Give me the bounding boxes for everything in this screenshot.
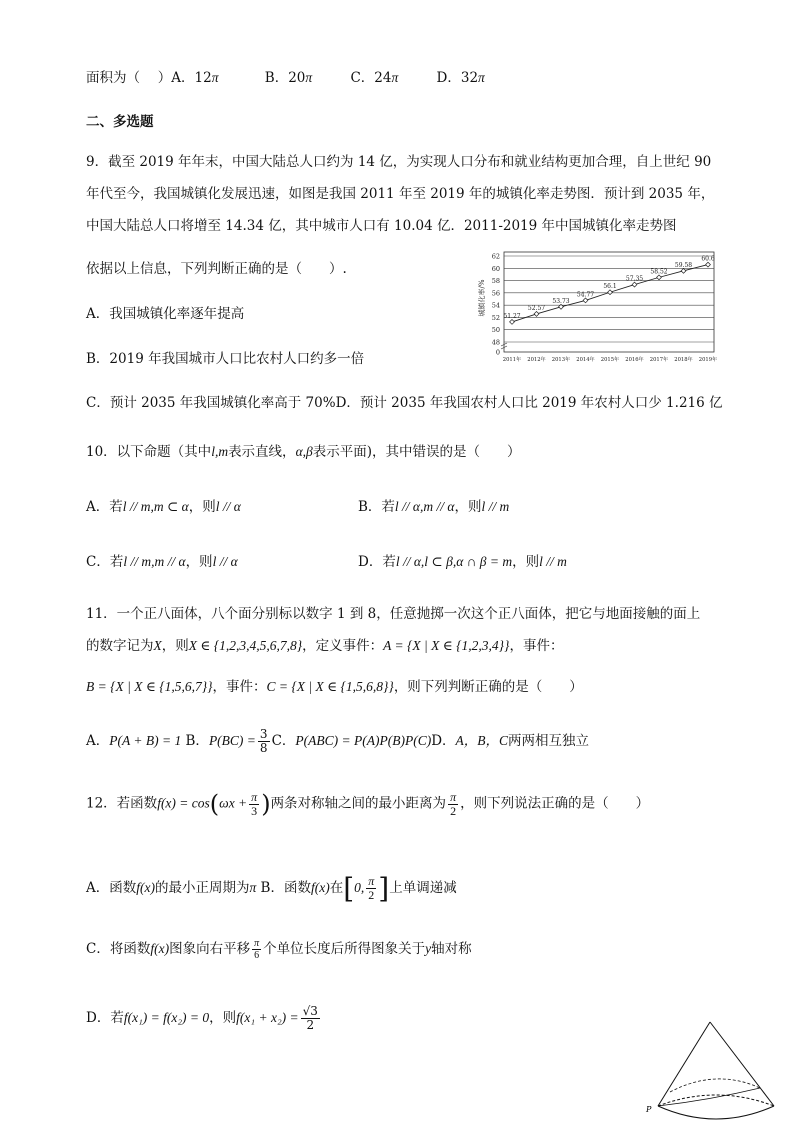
q12-d-then: ，则 [209,1010,237,1026]
chart-point [632,282,637,287]
chart-data-label: 58.52 [650,268,668,276]
question-8-options [86,66,485,86]
chart-data-label: 60.6 [701,255,715,263]
q12-num: π [254,938,260,949]
q12-a-pi: π [249,880,257,895]
chart-data-label: 59.58 [674,261,693,269]
q12-den: 2 [306,1018,315,1032]
cone-section-front [658,1088,760,1106]
q10-c-condition: l // m,m // α [123,554,186,569]
q12-a-func: f(x) [136,880,155,895]
q10-d-conclusion: l // m [539,554,567,569]
q11-text: 的数字记为 [86,638,154,654]
q9-line3: 中国大陆总人口将增至 14.34 亿，其中城市人口有 10.04 亿．2011-2019 年中国城镇化率走势图 [86,218,677,234]
chart-point [608,290,613,295]
q11-text: ，定义事件： [302,638,384,654]
q12-c-text: 个单位长度后所得图象关于 [263,941,426,957]
q9-option-a: A．我国城镇化率逐年提高 [86,306,245,322]
chart-x-tick-label: 2011年 [502,357,522,363]
q12-d-sqrt3-over-2 [301,1005,320,1032]
q11-d-label: D． [431,733,456,749]
q11-a-label: A． [86,733,110,749]
chart-x-tick-label: 2017年 [649,357,669,363]
q10-a-condition: l // m,m ⊂ α [122,499,189,514]
cone-figure [640,1020,780,1123]
q12-a-text: 的最小正周期为 [154,880,250,896]
cone-section-back [670,1079,760,1092]
chart-x-tick-label: 2019年 [698,357,718,363]
chart-point [657,275,662,280]
q10-d-condition: l // α,l ⊂ β,α ∩ β = m [395,554,513,569]
q12-num: √3 [302,1004,318,1018]
q11-c-expr: P(ABC) = P(A)P(B)P(C) [295,733,432,748]
chart-x-tick-label: 2018年 [674,357,693,363]
q10-option-c [86,550,238,570]
chart-x-ticks [503,355,717,363]
q11-a-expr: P(A + B) = 1 [109,733,182,748]
q11-text: ，则下列判断正确的是（ ） [393,679,583,695]
q10-a-conclusion: l // α [215,499,241,514]
q10-stem-start: 10．以下命题（其中 [86,444,212,460]
q9-line4: 依据以上信息，下列判断正确的是（ ）. [86,261,347,277]
q10-c-then: ，则 [185,554,213,570]
q11-d-text: 两两相互独立 [508,733,590,749]
q8-c-pi: π [391,70,399,85]
q12-b-in: 在 [329,880,344,896]
q11-b-denominator: 8 [259,741,268,755]
q12-option-d [86,1005,322,1032]
q11-line2 [86,634,563,654]
q12-a-label: A．函数 [86,880,137,896]
chart-x-tick-label: 2015年 [600,357,620,363]
cone-left-edge [658,1022,710,1106]
chart-x-tick-label: 2012年 [527,357,546,363]
q11-c-label: C． [271,733,296,749]
q12-num: π [450,789,457,804]
q12-b-text: 上单调递减 [389,880,457,896]
q12-num: π [368,874,375,888]
q12-c-text: 图象向右平移 [169,941,251,957]
cone-right-edge [710,1022,774,1106]
q10-stem [86,440,521,460]
q10-d-label: D．若 [358,554,396,570]
q12-d-eq: f(x₁) = f(x₂) = 0 [123,1010,210,1025]
chart-y-axis-label: 城镇化率/% [478,279,486,317]
chart-data-label: 51.27 [503,312,521,320]
q12-text: 两条对称轴之间的最小距离为 [270,795,447,812]
q12-den: 2 [368,888,375,902]
q10-option-a [86,495,241,515]
q9-line1: 9．截至 2019 年年末，中国大陆总人口约为 14 亿，为实现人口分布和就业结构更加合理，自上世纪 90 [86,154,712,170]
chart-data-label: 53.73 [552,297,570,305]
q10-b-label: B．若 [358,499,395,515]
q11-d-vars: A，B，C [455,733,509,748]
chart-point [706,262,711,267]
q12-c-text: 轴对称 [431,941,472,957]
chart-data-label: 56.1 [603,283,617,291]
q12-den: 2 [450,803,457,818]
q10-option-d [358,550,567,570]
q12-b-interval: 0, [354,880,365,895]
q10-option-b [358,495,509,515]
q9-option-b: B．2019 年我国城市人口比农村人口约多一倍 [86,351,365,367]
q12-b-func: f(x) [310,880,330,895]
q12-den: 3 [251,803,258,818]
q8-b-pi: π [305,70,313,85]
q10-b-conclusion: l // m [481,499,510,514]
q12-d-func: f(x₁ + x₂) = [236,1010,299,1025]
q12-text: 12．若函数 [86,795,158,812]
chart-y-tick-label: 48 [491,338,500,347]
q8-prefix: 面积为（ ）A．12 [86,70,212,86]
q12-text: ，则下列说法正确的是（ ） [460,795,650,812]
chart-point [510,320,515,325]
q10-b-condition: l // α,m // α [394,499,455,514]
q11-event-c: C = {X | X ∈ {1,5,6,8}} [266,679,394,694]
q10-c-label: C．若 [86,554,124,570]
q12-d-label: D．若 [86,1010,124,1026]
q11-sample-space: X ∈ {1,2,3,4,5,6,7,8} [188,638,303,653]
chart-data-labels [503,256,714,320]
q12-b-label: B．函数 [260,880,311,896]
q11-options [86,728,589,755]
q11-event-b: B = {X | X ∈ {1,5,6,7}} [86,679,213,694]
q11-text: ，事件： [212,679,267,695]
q10-d-then: ，则 [512,554,540,570]
q12-pi-over-3 [249,791,259,818]
q8-option-c: C．24 [350,70,392,86]
chart-x-tick-label: 2016年 [625,357,644,363]
chart-data-label: 54.77 [576,291,595,299]
urbanization-rate-chart [476,248,720,374]
q10-line-vars: l,m [211,444,229,459]
chart-y-tick-label: 50 [491,326,500,335]
chart-data-label: 57.35 [625,275,644,283]
q12-arg: ωx + [219,795,248,811]
q12-c-func: f(x) [150,941,170,956]
q8-option-b: B．20 [264,70,306,86]
chart-point [583,298,588,303]
q12-func: f(x) = cos [157,795,210,811]
q12-b-pi-over-2 [366,875,376,902]
q12-c-pi-over-6 [252,938,261,961]
q11-b-fraction [258,728,270,755]
chart-y-ticks [492,253,500,357]
cone-point-p: P [646,1105,652,1114]
q10-c-conclusion: l // α [212,554,238,569]
chart-x-tick-label: 2013年 [551,357,571,363]
q11-text: ，则 [161,638,189,654]
q11-event-a: A = {X | X ∈ {1,2,3,4}} [383,638,510,653]
q12-c-y: y [425,941,432,956]
q11-var-x: X [153,638,162,653]
q8-option-d: D．32 [436,70,479,86]
q10-stem-end: 表示平面)，其中错误的是（ ） [312,444,521,460]
q9-option-cd: C．预计 2035 年我国城镇化率高于 70%D．预计 2035 年我国农村人口比 2019 年农村人口少 1.216 亿 [86,395,723,411]
q11-line3 [86,675,583,695]
q12-stem: 12．若函数f(x) = cos(ωx + $\frac{\pi}{3}$ )两条对称轴之间的最小距离为 $\frac{\pi}{2}$ ，则下列说法正确的是（ ） [86,789,650,818]
q10-b-then: ，则 [454,499,482,515]
q10-a-then: ，则 [188,499,216,515]
q12-option-c [86,937,472,961]
chart-point [534,312,539,317]
q12-den: 6 [254,950,260,961]
chart-y-tick-label: 56 [491,289,500,298]
q11-line1: 11．一个正八面体，八个面分别标以数字 1 到 8，任意抛掷一次这个正八面体，把它与地面接触的面上 [86,606,701,622]
q9-line2: 年代至今，我国城镇化发展迅速，如图是我国 2011 年至 2019 年的城镇化率走势图．预计到 2035 年， [86,186,715,202]
chart-data-label: 52.57 [527,304,546,312]
q11-text: ，事件： [509,638,564,654]
chart-y-tick-label: 52 [491,313,500,322]
chart-y-tick-label: 58 [491,277,500,286]
q8-d-pi: π [478,70,485,85]
q12-c-label: C．将函数 [86,941,151,957]
chart-y-tick-label: 54 [491,301,500,310]
chart-y-tick-label: 62 [491,252,500,261]
q10-plane-vars: α,β [295,444,313,459]
q11-b-numerator: 3 [259,727,268,741]
q11-b-expr: P(BC) = [208,733,256,748]
q8-a-pi: π [211,70,219,85]
section-title-multi-choice: 二、多选题 [86,114,154,130]
cone-base-back [658,1095,774,1106]
q12-pi-over-2 [448,791,458,818]
q12-num: π [251,789,258,804]
q10-stem-mid: 表示直线， [228,444,296,460]
chart-x-tick-label: 2014年 [576,357,595,363]
q11-b-label: B． [185,733,209,749]
q12-option-ab: A．函数f(x)的最小正周期为π B．函数f(x)在[0, $\frac{\pi}{2}$ ]上单调递减 [86,872,457,905]
chart-point [681,268,686,273]
chart-y-tick-label: 60 [491,264,500,273]
cone-base-front [658,1106,774,1119]
chart-y-tick-label: 0 [495,348,500,357]
q10-a-label: A．若 [86,499,123,515]
